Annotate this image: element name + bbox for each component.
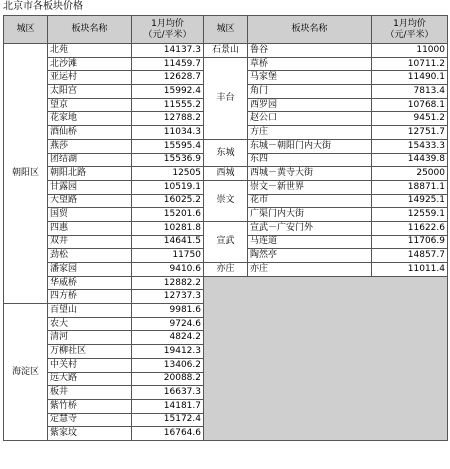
block-name-cell: 国贸 [48, 208, 132, 222]
table-row [4, 167, 448, 181]
table-row [4, 57, 448, 71]
price-cell: 11000 [372, 44, 448, 58]
block-name-cell: 赵公口 [248, 112, 372, 126]
block-name-cell: 崇文－新世界 [248, 180, 372, 194]
price-table [3, 15, 448, 441]
block-name-cell: 亚运村 [48, 71, 132, 85]
block-name-cell: 西罗园 [248, 98, 372, 112]
price-cell: 15201.6 [132, 208, 204, 222]
price-cell: 10768.1 [372, 98, 448, 112]
price-cell: 11459.7 [132, 57, 204, 71]
block-name-cell: 东城－朝阳门内大街 [248, 139, 372, 153]
header-price-left [132, 16, 204, 44]
block-name-cell: 团结湖 [48, 153, 132, 167]
price-cell: 11490.1 [372, 71, 448, 85]
price-table-body [4, 16, 448, 441]
price-cell: 25000 [372, 167, 448, 181]
district-cell: 石景山 [204, 44, 248, 58]
price-cell: 7813.4 [372, 85, 448, 99]
table-row [4, 221, 448, 235]
price-cell: 20088.2 [132, 372, 204, 386]
header-price-line2: （元/平米） [143, 29, 192, 40]
table-row [4, 276, 448, 290]
district-cell: 崇文 [204, 180, 248, 221]
block-name-cell: 中关村 [48, 358, 132, 372]
block-name-cell: 甘露园 [48, 180, 132, 194]
block-name-cell: 潘家园 [48, 263, 132, 277]
table-row [4, 180, 448, 194]
header-price-line1: 1月均价 [393, 18, 426, 29]
block-name-cell: 太阳宫 [48, 85, 132, 99]
price-cell: 14137.3 [132, 44, 204, 58]
price-cell: 12505 [132, 167, 204, 181]
district-cell: 西城 [204, 167, 248, 181]
empty-area [204, 276, 448, 440]
table-row [4, 263, 448, 277]
header-price-line2: （元/平米） [385, 29, 434, 40]
price-cell: 14857.7 [372, 249, 448, 263]
block-name-cell: 华威桥 [48, 276, 132, 290]
block-name-cell: 广渠门内大街 [248, 208, 372, 222]
price-cell: 14181.7 [132, 399, 204, 413]
block-name-cell: 望京 [48, 98, 132, 112]
price-cell: 11011.4 [372, 263, 448, 277]
block-name-cell: 四方桥 [48, 290, 132, 304]
header-price-right [372, 16, 448, 44]
header-row [4, 16, 448, 44]
block-name-cell: 紫家坟 [48, 427, 132, 441]
block-name-cell: 远大路 [48, 372, 132, 386]
price-cell: 9410.6 [132, 263, 204, 277]
block-name-cell: 东四 [248, 153, 372, 167]
block-name-cell: 鲁谷 [248, 44, 372, 58]
block-name-cell: 西城－黄寺大街 [248, 167, 372, 181]
block-name-cell: 草桥 [248, 57, 372, 71]
block-name-cell: 宣武－广安门外 [248, 221, 372, 235]
price-cell: 15536.9 [132, 153, 204, 167]
block-name-cell: 花家地 [48, 112, 132, 126]
block-name-cell: 陶然亭 [248, 249, 372, 263]
price-cell: 12788.2 [132, 112, 204, 126]
block-name-cell: 马连道 [248, 235, 372, 249]
block-name-cell: 定慧寺 [48, 413, 132, 427]
block-name-cell: 大望路 [48, 194, 132, 208]
price-cell: 11750 [132, 249, 204, 263]
price-cell: 11555.2 [132, 98, 204, 112]
block-name-cell: 方庄 [248, 126, 372, 140]
price-cell: 16764.6 [132, 427, 204, 441]
price-cell: 4824.2 [132, 331, 204, 345]
price-cell: 16637.3 [132, 386, 204, 400]
header-district-left: 城区 [4, 16, 48, 44]
district-cell: 东城 [204, 139, 248, 166]
price-cell: 12882.2 [132, 276, 204, 290]
block-name-cell: 酒仙桥 [48, 126, 132, 140]
price-cell: 14925.1 [372, 194, 448, 208]
price-cell: 12628.7 [132, 71, 204, 85]
block-name-cell: 清河 [48, 331, 132, 345]
price-cell: 11622.6 [372, 221, 448, 235]
price-cell: 18871.1 [372, 180, 448, 194]
price-cell: 14439.8 [372, 153, 448, 167]
district-cell: 海淀区 [4, 304, 48, 441]
price-cell: 16025.2 [132, 194, 204, 208]
block-name-cell: 朝阳北路 [48, 167, 132, 181]
block-name-cell: 北沙滩 [48, 57, 132, 71]
header-block-left: 板块名称 [48, 16, 132, 44]
block-name-cell: 亦庄 [248, 263, 372, 277]
district-cell: 亦庄 [204, 263, 248, 277]
block-name-cell: 北苑 [48, 44, 132, 58]
header-block-right: 板块名称 [248, 16, 372, 44]
price-cell: 15595.4 [132, 139, 204, 153]
price-cell: 15433.3 [372, 139, 448, 153]
block-name-cell: 农大 [48, 317, 132, 331]
district-cell: 朝阳区 [4, 44, 48, 304]
price-cell: 13406.2 [132, 358, 204, 372]
district-cell: 宣武 [204, 221, 248, 262]
block-name-cell: 四惠 [48, 221, 132, 235]
price-cell: 12751.7 [372, 126, 448, 140]
block-name-cell: 角门 [248, 85, 372, 99]
district-cell: 丰台 [204, 57, 248, 139]
block-name-cell: 花市 [248, 194, 372, 208]
table-row [4, 44, 448, 58]
page-title: 北京市各板块价格 [3, 1, 83, 12]
price-cell: 11706.9 [372, 235, 448, 249]
block-name-cell: 燕莎 [48, 139, 132, 153]
price-cell: 12737.3 [132, 290, 204, 304]
block-name-cell: 劲松 [48, 249, 132, 263]
block-name-cell: 万柳社区 [48, 345, 132, 359]
price-cell: 10281.8 [132, 221, 204, 235]
price-cell: 15172.4 [132, 413, 204, 427]
price-cell: 12559.1 [372, 208, 448, 222]
price-cell: 10519.1 [132, 180, 204, 194]
price-cell: 9981.6 [132, 304, 204, 318]
price-cell: 9724.6 [132, 317, 204, 331]
header-price-line1: 1月均价 [151, 18, 184, 29]
price-cell: 11034.3 [132, 126, 204, 140]
block-name-cell: 紫竹桥 [48, 399, 132, 413]
header-district-right: 城区 [204, 16, 248, 44]
price-cell: 10711.2 [372, 57, 448, 71]
block-name-cell: 马家堡 [248, 71, 372, 85]
table-row [4, 139, 448, 153]
price-cell: 14641.5 [132, 235, 204, 249]
block-name-cell: 板井 [48, 386, 132, 400]
block-name-cell: 双井 [48, 235, 132, 249]
block-name-cell: 百望山 [48, 304, 132, 318]
price-cell: 19412.3 [132, 345, 204, 359]
price-cell: 9451.2 [372, 112, 448, 126]
price-cell: 15992.4 [132, 85, 204, 99]
